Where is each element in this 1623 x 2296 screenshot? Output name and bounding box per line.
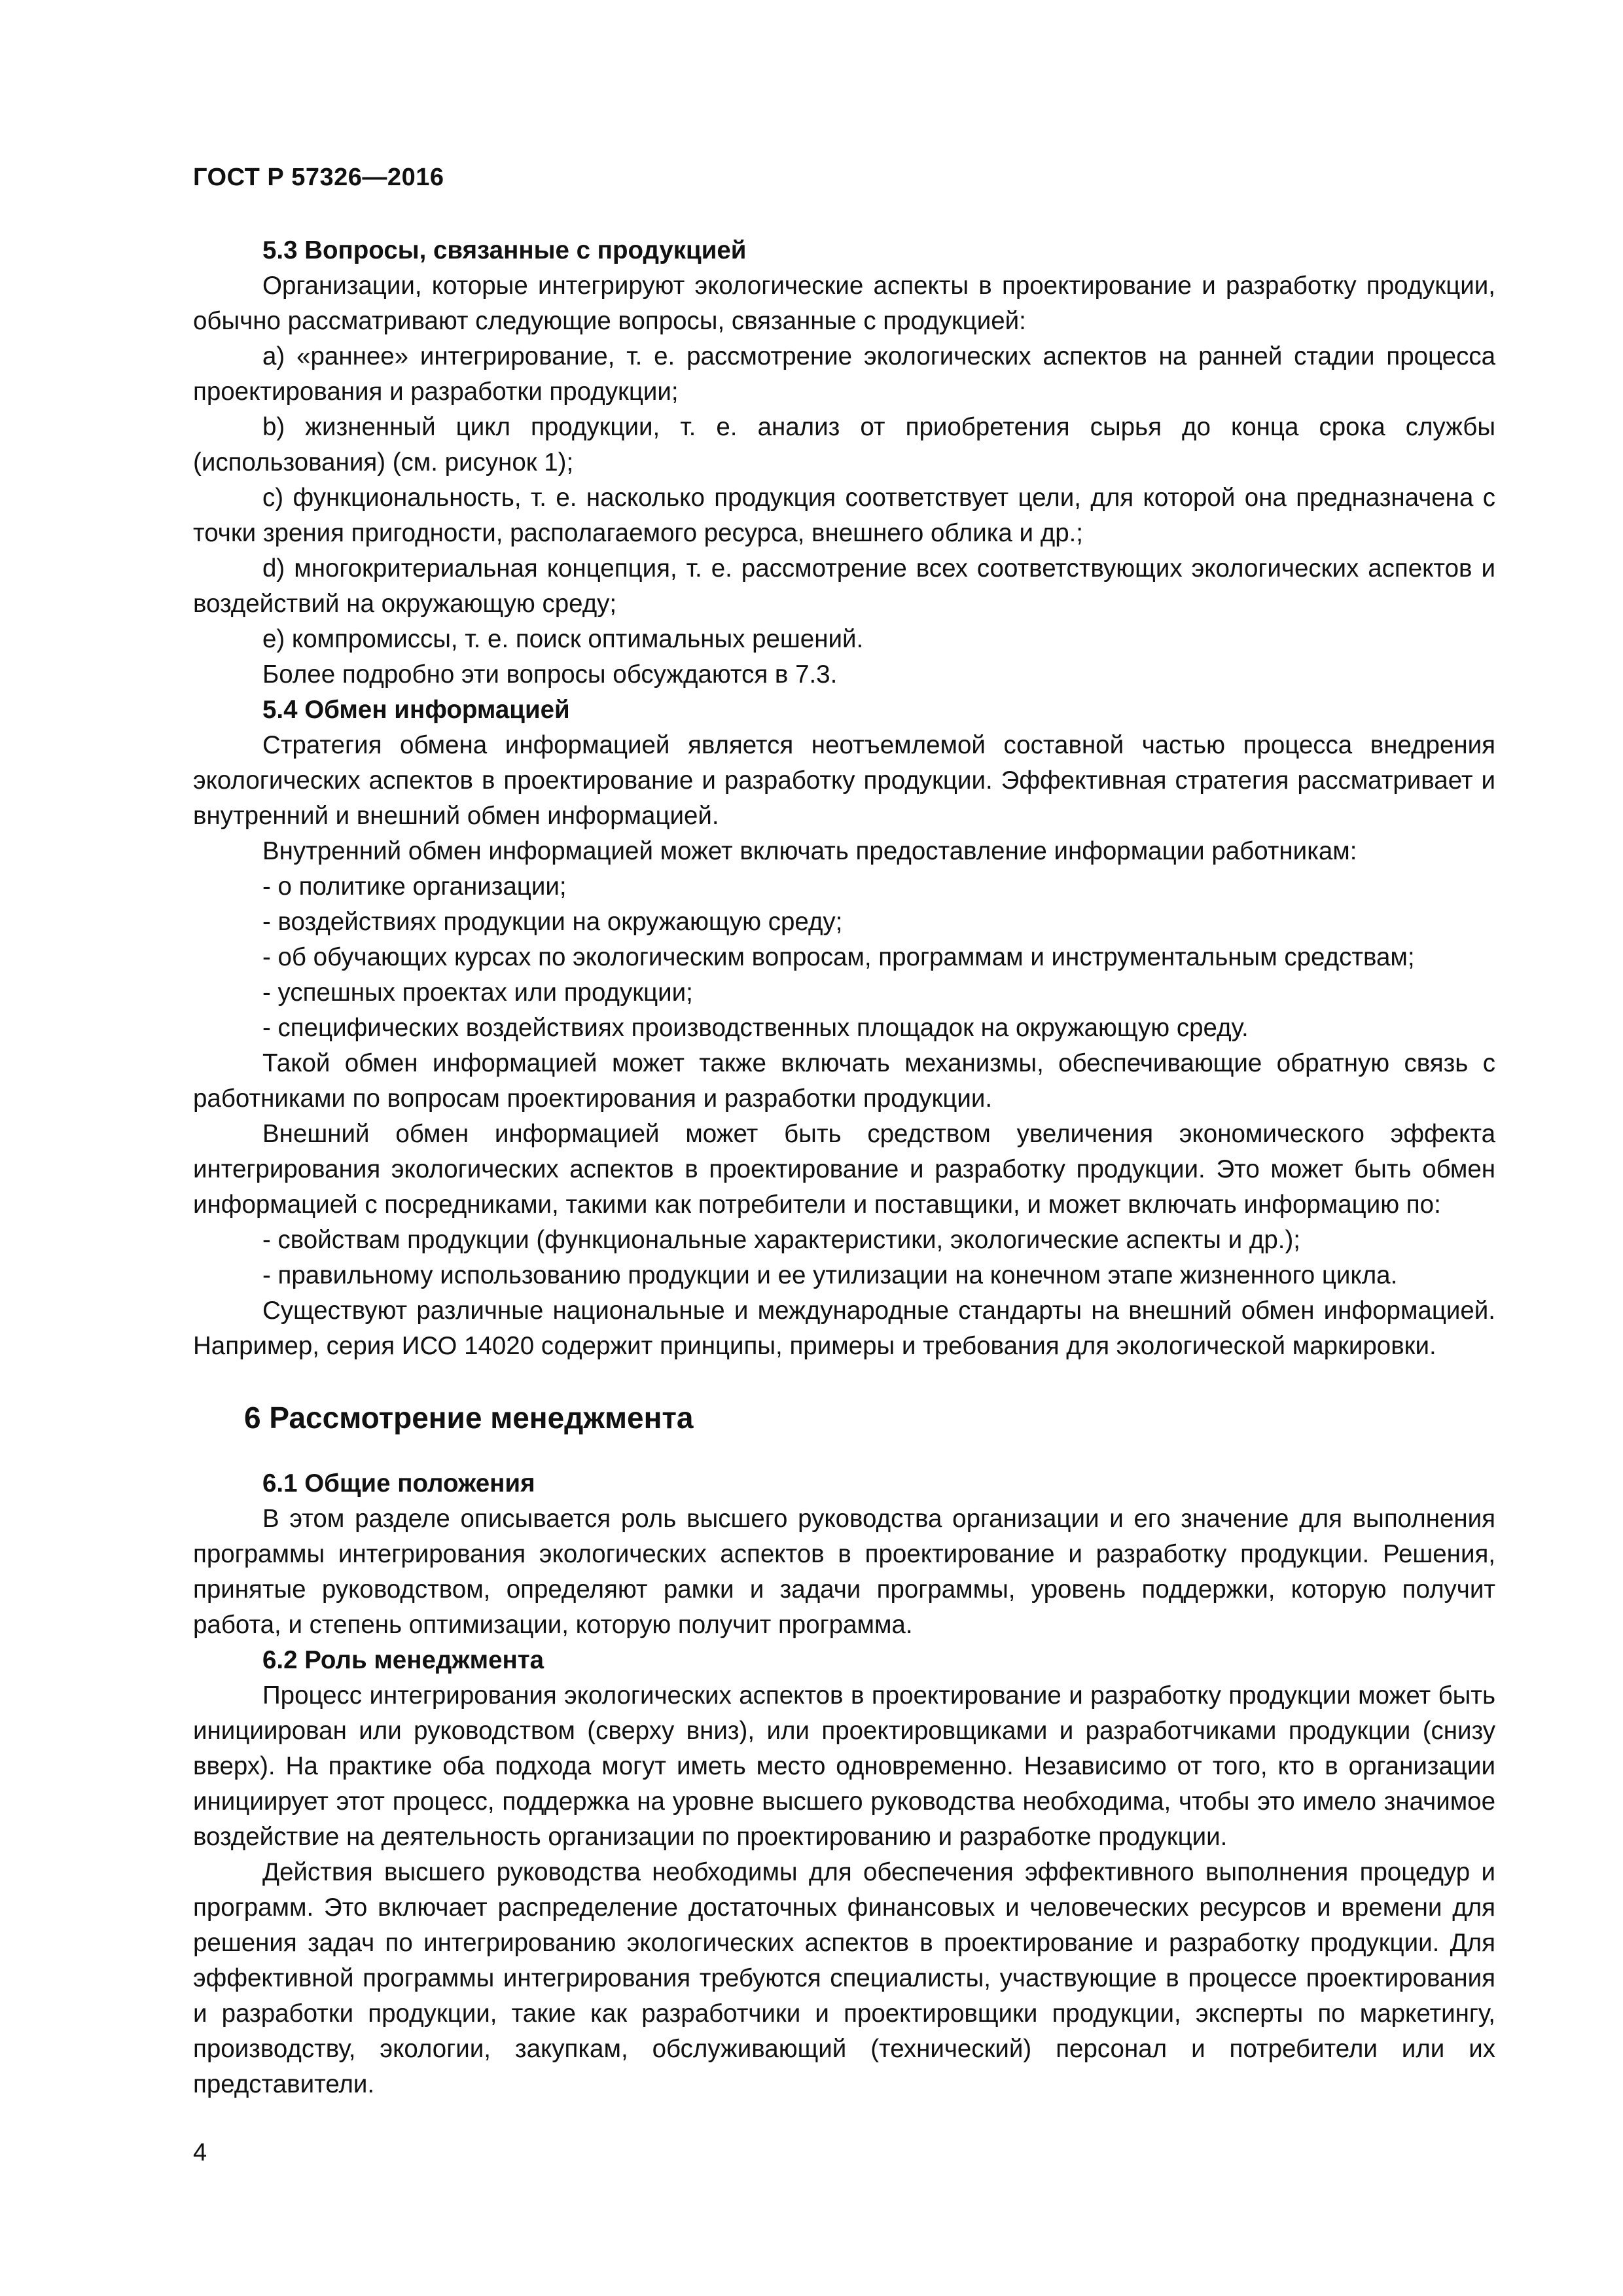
section-5-4-paragraph: Стратегия обмена информацией является неотъемлемой составной частью процесса внедрения экологических аспектов в проектирование и разработку продукции. Эффективная стратегия рассматривает и внутренний и внешний обмен информацией. [193,731,1495,830]
section-5-4-list-item: - правильному использованию продукции и ее утилизации на конечном этапе жизненного цикла. [262,1261,1398,1289]
section-5-4-list-item: - свойствам продукции (функциональные характеристики, экологические аспекты и др.); [262,1226,1300,1254]
section-5-4-paragraph: Существуют различные национальные и международные стандарты на внешний обмен информацией. Например, серия ИСО 14020 содержит принципы, примеры и требования для экологической маркировки. [193,1297,1495,1360]
section-5-3-note: Более подробно эти вопросы обсуждаются в 7.3. [262,660,838,689]
section-5-3-item-e: e) компромиссы, т. е. поиск оптимальных решений. [262,625,864,653]
section-5-3-item-c: c) функциональность, т. е. насколько продукция соответствует цели, для которой она предназначена с точки зрения пригодности, располагаемого ресурса, внешнего облика и др.; [193,484,1495,547]
section-6-2-paragraph: Процесс интегрирования экологических аспектов в проектирование и разработку продукции может быть инициирован или руководством (сверху вниз), или проектировщиками и разработчиками продукции (снизу вверх). На практике оба подхода могут иметь место одновременно. Независимо от того, кто в организации инициирует этот процесс, поддержка на уровне высшего руководства необходима, чтобы это имело значимое воздействие на деятельность организации по проектированию и разработке продукции. [193,1681,1495,1851]
section-5-4-list-item: - о политике организации; [262,872,567,901]
section-6-1-title: 6.1 Общие положения [262,1469,535,1498]
section-5-3-item-a: a) «раннее» интегрирование, т. е. рассмотрение экологических аспектов на ранней стадии процесса проектирования и разработки продукции; [193,342,1495,406]
section-6-1-paragraph: В этом разделе описывается роль высшего руководства организации и его значение для выполнения программы интегрирования экологических аспектов в проектирование и разработку продукции. Решения, принятые руководством, определяют рамки и задачи программы, уровень поддержки, которую получит работа, и степень оптимизации, которую получит программа. [193,1505,1495,1639]
section-6-2-paragraph: Действия высшего руководства необходимы для обеспечения эффективного выполнения процедур и программ. Это включает распределение достаточных финансовых и человеческих ресурсов и времени для решения задач по интегрированию экологических аспектов в проектирование и разработку продукции. Для эффективной программы интегрирования требуются специалисты, участвующие в процессе проектирования и разработки продукции, такие как разработчики и проектировщики продукции, эксперты по маркетингу, производству, экологии, закупкам, обслуживающий (технический) персонал и потребители или их представители. [193,1858,1495,2098]
section-5-4-paragraph: Внутренний обмен информацией может включать предоставление информации работникам: [262,837,1357,865]
section-5-4-list-item: - успешных проектах или продукции; [262,978,693,1007]
section-5-4-title: 5.4 Обмен информацией [262,696,570,724]
section-5-3-item-b: b) жизненный цикл продукции, т. е. анализ от приобретения сырья до конца срока службы (использования) (см. рисунок 1); [193,413,1495,476]
section-6-2-title: 6.2 Роль менеджмента [262,1646,544,1674]
section-5-3-item-d: d) многокритериальная концепция, т. е. рассмотрение всех соответствующих экологических аспектов и воздействий на окружающую среду; [193,554,1495,618]
section-5-3-title: 5.3 Вопросы, связанные с продукцией [262,236,747,264]
document-code: ГОСТ Р 57326—2016 [193,164,444,191]
section-5-4-paragraph: Такой обмен информацией может также включать механизмы, обеспечивающие обратную связь с работниками по вопросам проектирования и разработки продукции. [193,1049,1495,1113]
section-6-title: 6 Рассмотрение менеджмента [244,1401,694,1435]
section-5-4-list-item: - об обучающих курсах по экологическим вопросам, программам и инструментальным средствам; [262,943,1415,971]
section-5-4-list-item: - воздействиях продукции на окружающую среду; [262,908,843,936]
section-5-4-list-item: - специфических воздействиях производственных площадок на окружающую среду. [262,1014,1249,1042]
section-5-3-intro: Организации, которые интегрируют экологические аспекты в проектирование и разработку продукции, обычно рассматривают следующие вопросы, связанные с продукцией: [193,272,1495,335]
section-5-4-paragraph: Внешний обмен информацией может быть средством увеличения экономического эффекта интегрирования экологических аспектов в проектирование и разработку продукции. Это может быть обмен информацией с посредниками, такими как потребители и поставщики, и может включать информацию по: [193,1120,1495,1219]
page-content [193,233,1495,2102]
page-number: 4 [193,2139,207,2166]
